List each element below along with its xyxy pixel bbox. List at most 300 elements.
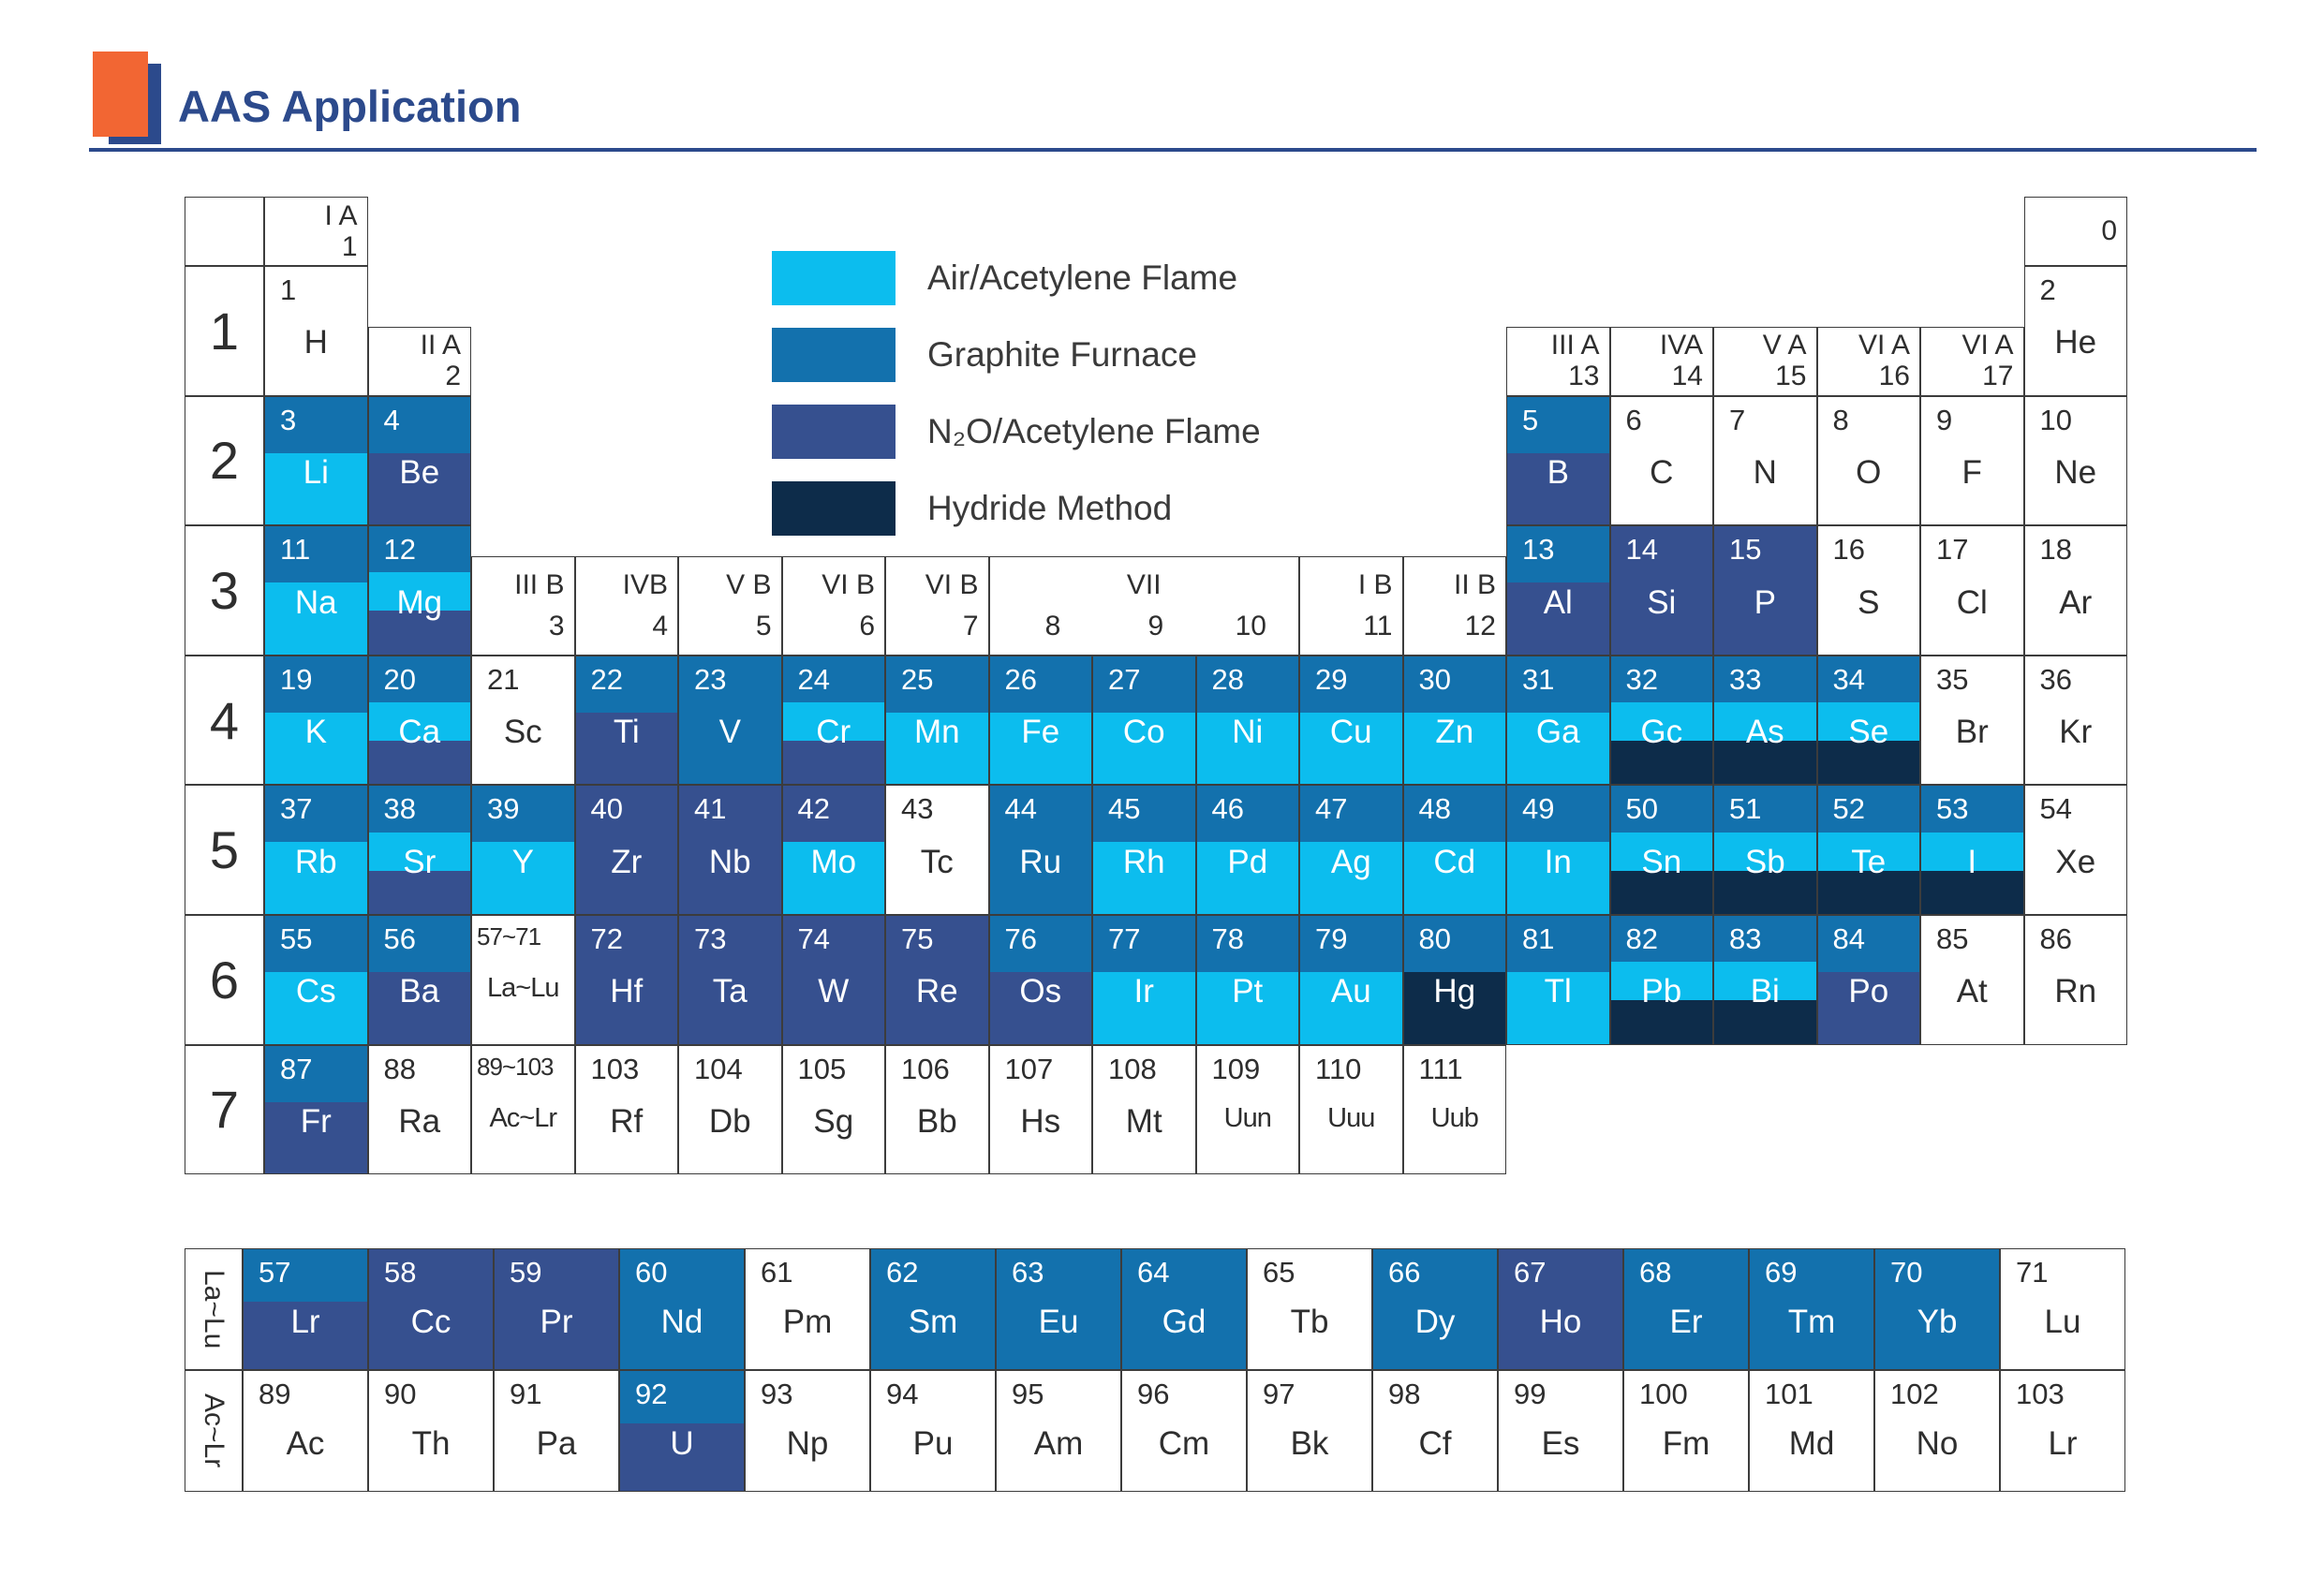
- element-cell-Er: [1623, 1248, 1749, 1370]
- element-number: 20: [383, 662, 416, 696]
- element-cell-Pa: [494, 1370, 619, 1492]
- element-number: 60: [635, 1256, 668, 1289]
- element-symbol: Cc: [410, 1303, 451, 1340]
- element-number: 5: [1522, 403, 1539, 436]
- element-symbol: Pr: [540, 1303, 573, 1340]
- element-cell-Cd: [1403, 785, 1507, 915]
- element-number: 33: [1729, 662, 1762, 696]
- element-number: 73: [694, 922, 727, 955]
- element-number: 55: [280, 922, 313, 955]
- element-number: 7: [1729, 403, 1746, 436]
- element-number: 54: [2039, 792, 2072, 826]
- element-symbol: Ar: [2059, 583, 2093, 621]
- element-symbol: Na: [294, 583, 337, 621]
- element-cell-Ar: [2024, 525, 2128, 656]
- legend: [772, 251, 1261, 558]
- element-symbol: I: [1967, 843, 1977, 880]
- element-cell-Md: [1749, 1370, 1874, 1492]
- element-symbol: Hg: [1433, 973, 1476, 1010]
- element-number: 8: [1832, 403, 1849, 436]
- element-symbol: Pm: [782, 1303, 833, 1340]
- element-number: 29: [1315, 662, 1348, 696]
- element-number: 90: [384, 1378, 417, 1410]
- legend-label: N₂O/Acetylene Flame: [927, 412, 1261, 450]
- element-cell-F: [1920, 396, 2024, 526]
- group-number: 13: [1568, 361, 1600, 392]
- element-number: 72: [590, 922, 623, 955]
- element-number: 67: [1514, 1256, 1547, 1289]
- element-cell-Am: [996, 1370, 1121, 1492]
- element-number: 59: [510, 1256, 542, 1289]
- element-cell-Sg: [782, 1045, 886, 1175]
- logo-orange-square: [93, 52, 148, 137]
- element-cell-Rn: [2024, 915, 2128, 1045]
- element-symbol: Mt: [1125, 1103, 1162, 1141]
- period-label-4: 4: [185, 656, 264, 786]
- element-symbol: At: [1956, 973, 1988, 1010]
- legend-row-hy: [772, 481, 1261, 536]
- group-number: 8: [1044, 611, 1061, 642]
- group-header-label: III B: [514, 569, 565, 601]
- group-number: 10: [1235, 611, 1266, 642]
- element-number: 98: [1388, 1378, 1421, 1410]
- element-cell-Ru: [989, 785, 1093, 915]
- element-symbol: F: [1961, 454, 1982, 492]
- element-number: 103: [2016, 1378, 2065, 1410]
- element-number: 66: [1388, 1256, 1421, 1289]
- element-cell-P: [1713, 525, 1817, 656]
- element-number: 89~103: [477, 1052, 554, 1081]
- element-cell-Tm: [1749, 1248, 1874, 1370]
- element-cell-Cl: [1920, 525, 2024, 656]
- element-cell-Zn: [1403, 656, 1507, 786]
- element-cell-Ta: [678, 915, 782, 1045]
- element-cell-Hf: [575, 915, 679, 1045]
- group-number: 2: [445, 361, 461, 392]
- element-cell-Fr: [264, 1045, 368, 1175]
- element-number: 41: [694, 792, 727, 826]
- element-cell-Np: [745, 1370, 870, 1492]
- element-symbol: Mn: [913, 714, 960, 751]
- element-symbol: Es: [1541, 1424, 1580, 1462]
- element-symbol: Cd: [1433, 843, 1476, 880]
- element-number: 92: [635, 1378, 668, 1410]
- group-header-label: VI B: [822, 569, 875, 601]
- element-number: 26: [1004, 662, 1037, 696]
- element-number: 28: [1211, 662, 1244, 696]
- element-number: 17: [1936, 533, 1969, 567]
- element-number: 108: [1108, 1052, 1157, 1085]
- element-symbol: Au: [1330, 973, 1371, 1010]
- element-cell-Cr: [782, 656, 886, 786]
- element-cell-Lu: [2000, 1248, 2125, 1370]
- element-number: 22: [590, 662, 623, 696]
- element-symbol: Br: [1955, 714, 1989, 751]
- element-symbol: Ho: [1539, 1303, 1582, 1340]
- element-cell-Ho: [1498, 1248, 1623, 1370]
- element-number: 97: [1263, 1378, 1295, 1410]
- element-number: 19: [280, 662, 313, 696]
- group-header-label: II B: [1453, 569, 1496, 601]
- element-symbol: Ba: [399, 973, 440, 1010]
- legend-label: Air/Acetylene Flame: [927, 258, 1238, 297]
- element-symbol: V: [718, 714, 741, 751]
- group-header-VIB7: [885, 556, 989, 656]
- element-symbol: U: [670, 1424, 694, 1462]
- element-number: 57~71: [477, 922, 541, 951]
- element-number: 94: [886, 1378, 919, 1410]
- element-symbol: Ir: [1133, 973, 1154, 1010]
- element-number: 85: [1936, 922, 1969, 955]
- element-symbol: Cr: [816, 714, 851, 751]
- element-number: 18: [2039, 533, 2072, 567]
- element-cell-Mo: [782, 785, 886, 915]
- element-number: 58: [384, 1256, 417, 1289]
- element-cell-Rf: [575, 1045, 679, 1175]
- period-label-5: 5: [185, 785, 264, 915]
- element-symbol: Gd: [1162, 1303, 1206, 1340]
- element-symbol: Mg: [396, 583, 443, 621]
- element-symbol: Sc: [503, 714, 542, 751]
- element-cell-Ca: [368, 656, 472, 786]
- group-number: 12: [1464, 611, 1496, 642]
- element-number: 49: [1522, 792, 1555, 826]
- element-symbol: Tl: [1544, 973, 1572, 1010]
- element-number: 74: [797, 922, 830, 955]
- element-cell-Rb: [264, 785, 368, 915]
- group-number: 11: [1363, 611, 1393, 642]
- element-cell-Rh: [1092, 785, 1196, 915]
- element-number: 4: [383, 403, 400, 436]
- group-number: 16: [1878, 361, 1910, 392]
- element-cell-I: [1920, 785, 2024, 915]
- element-symbol: Pa: [536, 1424, 577, 1462]
- element-cell-At: [1920, 915, 2024, 1045]
- element-number: 13: [1522, 533, 1555, 567]
- element-cell-H: [264, 266, 368, 396]
- element-symbol: As: [1745, 714, 1784, 751]
- element-number: 16: [1832, 533, 1865, 567]
- element-symbol: Cf: [1418, 1424, 1452, 1462]
- element-number: 78: [1211, 922, 1244, 955]
- group-header-label: V A: [1762, 330, 1807, 361]
- element-number: 56: [383, 922, 416, 955]
- element-symbol: Re: [915, 973, 958, 1010]
- element-number: 21: [487, 662, 520, 696]
- group-header-label: V B: [726, 569, 772, 601]
- legend-swatch-aa: [772, 251, 896, 305]
- element-cell-Mn: [885, 656, 989, 786]
- group-header-VIB6: [782, 556, 886, 656]
- group-number: 17: [1982, 361, 2014, 392]
- element-cell-Ne: [2024, 396, 2128, 526]
- element-cell-S: [1817, 525, 1921, 656]
- element-symbol: Kr: [2059, 714, 2093, 751]
- element-number: 11: [280, 533, 311, 567]
- corner-cell: [185, 197, 264, 266]
- fblock-row-label-La~Lu: La~Lu: [185, 1248, 243, 1370]
- element-number: 32: [1625, 662, 1658, 696]
- element-number: 39: [487, 792, 520, 826]
- element-symbol: Uub: [1430, 1103, 1478, 1134]
- element-number: 52: [1832, 792, 1865, 826]
- element-cell-Sn: [1610, 785, 1714, 915]
- element-number: 46: [1211, 792, 1244, 826]
- element-number: 76: [1004, 922, 1037, 955]
- element-symbol: Mo: [810, 843, 857, 880]
- element-symbol: Cu: [1329, 714, 1372, 751]
- element-symbol: Sr: [403, 843, 437, 880]
- element-symbol: Bb: [916, 1103, 957, 1141]
- element-number: 81: [1522, 922, 1555, 955]
- element-cell-Th: [368, 1370, 494, 1492]
- element-number: 111: [1418, 1052, 1463, 1085]
- element-number: 102: [1890, 1378, 1939, 1410]
- group-number: 7: [962, 611, 979, 642]
- group-number: 14: [1671, 361, 1703, 392]
- element-number: 15: [1729, 533, 1762, 567]
- element-symbol: Tc: [920, 843, 954, 880]
- element-number: 105: [797, 1052, 847, 1085]
- group-header-label: VII: [1126, 569, 1162, 601]
- element-symbol: Os: [1019, 973, 1062, 1010]
- legend-row-gf: [772, 328, 1261, 382]
- element-symbol: Ni: [1232, 714, 1264, 751]
- element-symbol: Fe: [1021, 714, 1060, 751]
- element-cell-Se: [1817, 656, 1921, 786]
- element-symbol: Tb: [1290, 1303, 1329, 1340]
- element-cell-Br: [1920, 656, 2024, 786]
- element-symbol: Ra: [398, 1103, 441, 1141]
- element-number: 40: [590, 792, 623, 826]
- element-number: 42: [797, 792, 830, 826]
- element-number: 82: [1625, 922, 1658, 955]
- element-number: 43: [901, 792, 934, 826]
- element-symbol: Sn: [1641, 843, 1682, 880]
- element-symbol: Pb: [1641, 973, 1682, 1010]
- element-number: 107: [1004, 1052, 1054, 1085]
- element-symbol: Zn: [1435, 714, 1474, 751]
- group-number: 5: [755, 611, 772, 642]
- element-number: 103: [590, 1052, 640, 1085]
- element-cell-Pb: [1610, 915, 1714, 1045]
- element-symbol: Hf: [610, 973, 644, 1010]
- element-cell-Xe: [2024, 785, 2128, 915]
- element-cell-N: [1713, 396, 1817, 526]
- element-number: 62: [886, 1256, 919, 1289]
- legend-label: Graphite Furnace: [927, 335, 1197, 374]
- element-number: 23: [694, 662, 727, 696]
- element-cell-Ba: [368, 915, 472, 1045]
- element-number: 89: [259, 1378, 291, 1410]
- element-cell-Uun: [1196, 1045, 1300, 1175]
- element-number: 110: [1315, 1052, 1362, 1085]
- element-number: 106: [901, 1052, 950, 1085]
- element-number: 77: [1108, 922, 1141, 955]
- element-cell-Tb: [1247, 1248, 1372, 1370]
- element-number: 70: [1890, 1256, 1923, 1289]
- element-cell-Si: [1610, 525, 1714, 656]
- group-header-label: VI A: [1858, 330, 1910, 361]
- element-number: 69: [1765, 1256, 1798, 1289]
- element-number: 57: [259, 1256, 291, 1289]
- element-cell-Sb: [1713, 785, 1817, 915]
- element-symbol: Rb: [294, 843, 337, 880]
- legend-row-aa: [772, 251, 1261, 305]
- element-number: 83: [1729, 922, 1762, 955]
- element-cell-Sc: [471, 656, 575, 786]
- element-number: 47: [1315, 792, 1348, 826]
- element-symbol: Te: [1851, 843, 1887, 880]
- element-symbol: Ta: [712, 973, 748, 1010]
- element-number: 37: [280, 792, 313, 826]
- element-cell-Bk: [1247, 1370, 1372, 1492]
- element-number: 10: [2039, 403, 2072, 436]
- group-header-label: IVA: [1659, 330, 1703, 361]
- element-symbol: He: [2054, 324, 2097, 361]
- element-symbol: Ca: [398, 714, 441, 751]
- element-symbol: N: [1753, 454, 1777, 492]
- element-cell-Lr: [243, 1248, 368, 1370]
- group-header-label: III A: [1550, 330, 1600, 361]
- group-header-label: VI B: [925, 569, 979, 601]
- element-cell-As: [1713, 656, 1817, 786]
- element-number: 109: [1211, 1052, 1261, 1085]
- element-symbol: Lr: [290, 1303, 320, 1340]
- group-header-VIA16: [1817, 327, 1921, 396]
- element-cell-Ti: [575, 656, 679, 786]
- element-cell-C: [1610, 396, 1714, 526]
- group-header-IA1: [264, 197, 368, 266]
- element-cell-Co: [1092, 656, 1196, 786]
- element-symbol: O: [1856, 454, 1882, 492]
- element-number: 27: [1108, 662, 1141, 696]
- element-symbol: Np: [786, 1424, 829, 1462]
- group-header-label: 0: [2101, 215, 2117, 247]
- element-symbol: Rh: [1122, 843, 1165, 880]
- group-header-VA15: [1713, 327, 1817, 396]
- element-symbol: Si: [1647, 583, 1677, 621]
- element-number: 6: [1625, 403, 1642, 436]
- element-cell-Ir: [1092, 915, 1196, 1045]
- element-cell-Ga: [1506, 656, 1610, 786]
- group-header-label: VI A: [1961, 330, 2014, 361]
- element-cell-Bi: [1713, 915, 1817, 1045]
- element-symbol: Tm: [1787, 1303, 1836, 1340]
- legend-swatch-hy: [772, 481, 896, 536]
- element-number: 36: [2039, 662, 2072, 696]
- element-cell-Y: [471, 785, 575, 915]
- element-cell-Ac: [243, 1370, 368, 1492]
- element-symbol: Pt: [1232, 973, 1264, 1010]
- element-symbol: S: [1858, 583, 1880, 621]
- element-number: 100: [1639, 1378, 1688, 1410]
- period-label-1: 1: [185, 266, 264, 396]
- element-symbol: H: [303, 324, 328, 361]
- element-cell-Eu: [996, 1248, 1121, 1370]
- element-number: 71: [2016, 1256, 2049, 1289]
- element-symbol: Rn: [2054, 973, 2097, 1010]
- element-number: 64: [1137, 1256, 1170, 1289]
- element-symbol: Eu: [1038, 1303, 1079, 1340]
- element-number: 101: [1765, 1378, 1813, 1410]
- element-symbol: La~Lu: [487, 973, 559, 1004]
- element-cell-Uuu: [1299, 1045, 1403, 1175]
- group-number: 15: [1775, 361, 1807, 392]
- group-header-label: I A: [324, 199, 358, 231]
- period-label-3: 3: [185, 525, 264, 656]
- group-header-label: I B: [1357, 569, 1393, 601]
- element-symbol: Co: [1122, 714, 1165, 751]
- element-cell-Gc: [1610, 656, 1714, 786]
- period-label-6: 6: [185, 915, 264, 1045]
- element-number: 38: [383, 792, 416, 826]
- element-cell-Zr: [575, 785, 679, 915]
- element-number: 80: [1418, 922, 1451, 955]
- element-cell-V: [678, 656, 782, 786]
- element-cell-Fe: [989, 656, 1093, 786]
- element-symbol: Gc: [1640, 714, 1683, 751]
- element-symbol: Cl: [1956, 583, 1988, 621]
- element-number: 79: [1315, 922, 1348, 955]
- element-symbol: Rf: [610, 1103, 644, 1141]
- element-symbol: In: [1544, 843, 1572, 880]
- element-number: 88: [383, 1052, 416, 1085]
- element-number: 91: [510, 1378, 542, 1410]
- element-symbol: Ne: [2054, 454, 2097, 492]
- element-symbol: Sg: [813, 1103, 854, 1141]
- element-symbol: Dy: [1414, 1303, 1456, 1340]
- element-number: 99: [1514, 1378, 1547, 1410]
- element-symbol: Bi: [1750, 973, 1780, 1010]
- element-symbol: Xe: [2055, 843, 2096, 880]
- element-cell-Re: [885, 915, 989, 1045]
- element-symbol: Lr: [2048, 1424, 2078, 1462]
- element-symbol: Th: [411, 1424, 451, 1462]
- group-header-IVB4: [575, 556, 679, 656]
- element-cell-Bb: [885, 1045, 989, 1175]
- element-symbol: K: [304, 714, 327, 751]
- element-symbol: Yb: [1917, 1303, 1958, 1340]
- element-number: 87: [280, 1052, 313, 1085]
- group-header-IB11: [1299, 556, 1403, 656]
- element-cell-Pu: [870, 1370, 996, 1492]
- element-cell-K: [264, 656, 368, 786]
- element-symbol: W: [818, 973, 850, 1010]
- element-number: 48: [1418, 792, 1451, 826]
- group-header-VIA17: [1920, 327, 2024, 396]
- element-cell-Tl: [1506, 915, 1610, 1045]
- element-number: 9: [1936, 403, 1953, 436]
- element-number: 12: [383, 533, 416, 567]
- element-symbol: Ga: [1535, 714, 1580, 751]
- element-cell-Tc: [885, 785, 989, 915]
- group-header-IIIA13: [1506, 327, 1610, 396]
- element-cell-Dy: [1372, 1248, 1498, 1370]
- element-cell-Mt: [1092, 1045, 1196, 1175]
- element-symbol: Ru: [1019, 843, 1062, 880]
- element-cell-Cs: [264, 915, 368, 1045]
- element-symbol: C: [1650, 454, 1674, 492]
- element-number: 68: [1639, 1256, 1672, 1289]
- element-number: 61: [761, 1256, 793, 1289]
- element-number: 95: [1012, 1378, 1044, 1410]
- element-symbol: Ac~Lr: [489, 1103, 557, 1134]
- element-number: 75: [901, 922, 934, 955]
- element-number: 35: [1936, 662, 1969, 696]
- element-number: 93: [761, 1378, 793, 1410]
- group-number: 3: [548, 611, 565, 642]
